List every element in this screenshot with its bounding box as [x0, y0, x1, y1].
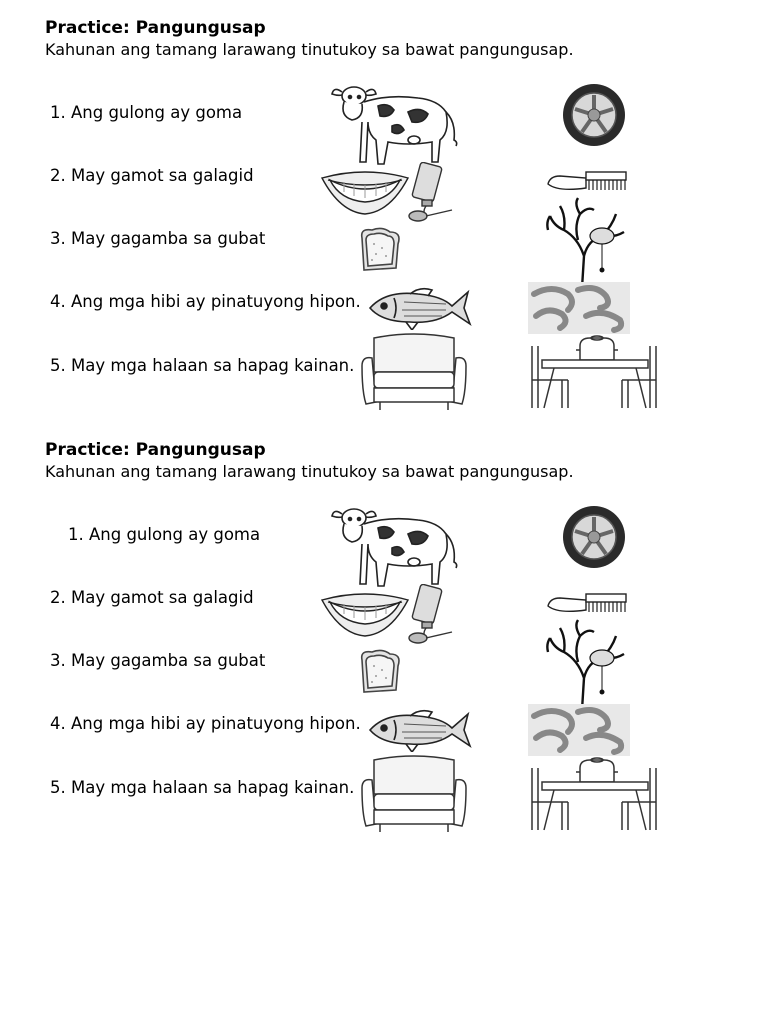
sentence-item-5: 5. May mga halaan sa hapag kainan. — [50, 778, 355, 797]
shrimp-icon[interactable] — [528, 282, 630, 334]
cow-icon[interactable] — [328, 504, 463, 590]
sentence-item-1: 1. Ang gulong ay goma — [68, 525, 261, 544]
fish-icon[interactable] — [366, 706, 472, 752]
sentence-item-2: 2. May gamot sa galagid — [50, 588, 254, 607]
tire-icon[interactable] — [560, 82, 628, 148]
smile-icon[interactable] — [320, 590, 410, 638]
smile-icon[interactable] — [320, 168, 410, 216]
tire-icon[interactable] — [560, 504, 628, 570]
comb-icon[interactable] — [546, 166, 630, 194]
sentence-item-3: 3. May gagamba sa gubat — [50, 229, 266, 248]
fish-icon[interactable] — [366, 284, 472, 330]
worksheet-title: Practice: Pangungusap — [45, 18, 266, 38]
sentence-item-1: 1. Ang gulong ay goma — [50, 103, 243, 122]
comb-icon[interactable] — [546, 588, 630, 616]
tree-spider-icon[interactable] — [544, 618, 630, 710]
sentence-item-2: 2. May gamot sa galagid — [50, 166, 254, 185]
worksheet-1 — [0, 0, 768, 420]
sofa-icon[interactable] — [360, 332, 468, 412]
toothpaste-icon[interactable] — [404, 584, 476, 646]
toothpaste-icon[interactable] — [404, 162, 476, 224]
sentence-item-4: 4. Ang mga hibi ay pinatuyong hipon. — [50, 292, 361, 311]
worksheet-instruction: Kahunan ang tamang larawang tinutukoy sa bawat pangungusap. — [45, 462, 574, 481]
table-pot-icon[interactable] — [528, 332, 660, 412]
table-pot-icon[interactable] — [528, 754, 660, 834]
bread-icon[interactable] — [356, 648, 406, 696]
sofa-icon[interactable] — [360, 754, 468, 834]
sentence-item-4: 4. Ang mga hibi ay pinatuyong hipon. — [50, 714, 361, 733]
sentence-item-5: 5. May mga halaan sa hapag kainan. — [50, 356, 355, 375]
worksheet-2 — [0, 422, 768, 842]
sentence-item-3: 3. May gagamba sa gubat — [50, 651, 266, 670]
cow-icon[interactable] — [328, 82, 463, 168]
tree-spider-icon[interactable] — [544, 196, 630, 288]
shrimp-icon[interactable] — [528, 704, 630, 756]
worksheet-instruction: Kahunan ang tamang larawang tinutukoy sa bawat pangungusap. — [45, 40, 574, 59]
worksheet-title: Practice: Pangungusap — [45, 440, 266, 460]
bread-icon[interactable] — [356, 226, 406, 274]
